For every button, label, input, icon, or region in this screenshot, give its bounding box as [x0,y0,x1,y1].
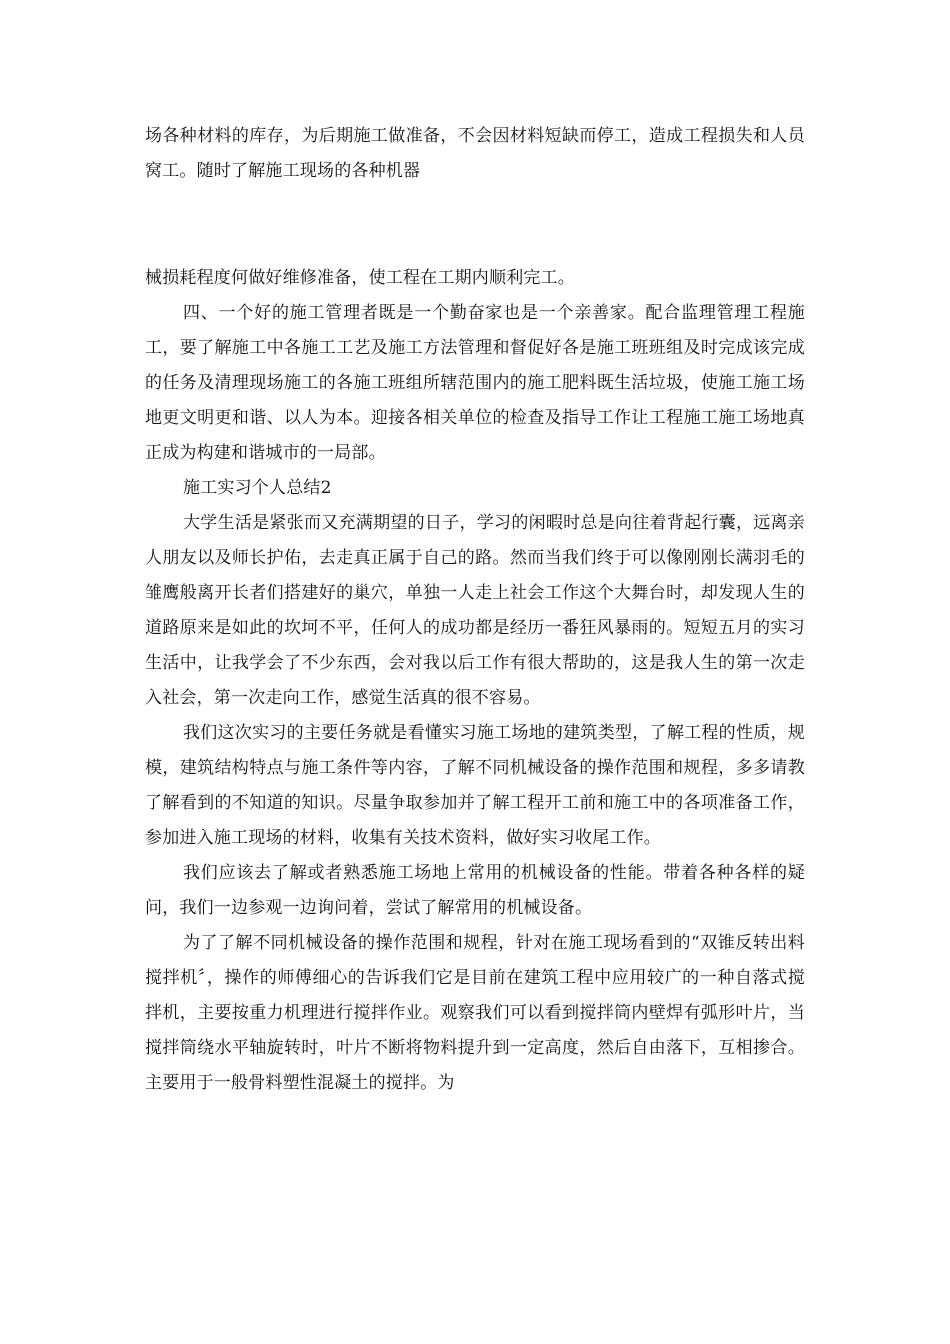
paragraph-section-four: 四、一个好的施工管理者既是一个勤奋家也是一个亲善家。配合监理管理工程施工，要了解施工中各施工工艺及施工方法管理和督促好各是施工班班组及时完成该完成的任务及清理现场施工的各施工班组所辖范围内的施工肥料既生活垃圾，使施工施工场地更文明更和谐、以人为本。迎接各相关单位的检查及指导工作让工程施工施工场地真正成为构建和谐城市的一局部。 [145,303,805,463]
paragraph: 大学生活是紧张而又充满期望的日子，学习的闲暇时总是向往着背起行囊，远离亲人朋友以及师长护佑，去走真正属于自己的路。然而当我们终于可以像刚刚长满羽毛的雏鹰般离开长者们搭建好的巢穴，单独一人走上社会工作这个大舞台时，却发现人生的道路原来是如此的坎坷不平，任何人的成功都是经历一番狂风暴雨的。短短五月的实习生活中，让我学会了不少东西，会对我以后工作有很大帮助的，这是我人生的第一次走入社会，第一次走向工作，感觉生活真的很不容易。 [145,513,805,708]
top-text-block [145,119,805,189]
paragraph: 为了了解不同机械设备的操作范围和规程，针对在施工现场看到的“双锥反转出料搅拌机〞，操作的师傅细心的告诉我们它是目前在建筑工程中应用较广的一种自落式搅拌机，主要按重力机理进行搅拌作业。观察我们可以看到搅拌筒内壁焊有弧形叶片，当搅拌筒绕水平轴旋转时，叶片不断将物料提升到一定高度，然后自由落下，互相掺合。主要用于一般骨料塑性混凝土的搅拌。为 [145,933,805,1093]
paragraph: 我们应该去了解或者熟悉施工场地上常用的机械设备的性能。带着各种各样的疑问，我们一边参观一边询问着，尝试了解常用的机械设备。 [145,863,805,918]
paragraph: 我们这次实习的主要任务就是看懂实习施工场地的建筑类型，了解工程的性质，规模，建筑结构特点与施工条件等内容，了解不同机械设备的操作范围和规程，多多请教了解看到的不知道的知识。尽量争取参加并了解工程开工前和施工中的各项准备工作，参加进入施工现场的材料，收集有关技术资料，做好实习收尾工作。 [145,723,805,848]
paragraph-continued: 械损耗程度何做好维修准备，使工程在工期内顺利完工。 [145,268,575,288]
paragraph-continued-top: 场各种材料的库存，为后期施工做准备，不会因材料短缺而停工，造成工程损失和人员窝工。随时了解施工现场的各种机器 [145,126,805,181]
section-heading: 施工实习个人总结2 [183,478,332,498]
main-text-block [145,261,805,1101]
